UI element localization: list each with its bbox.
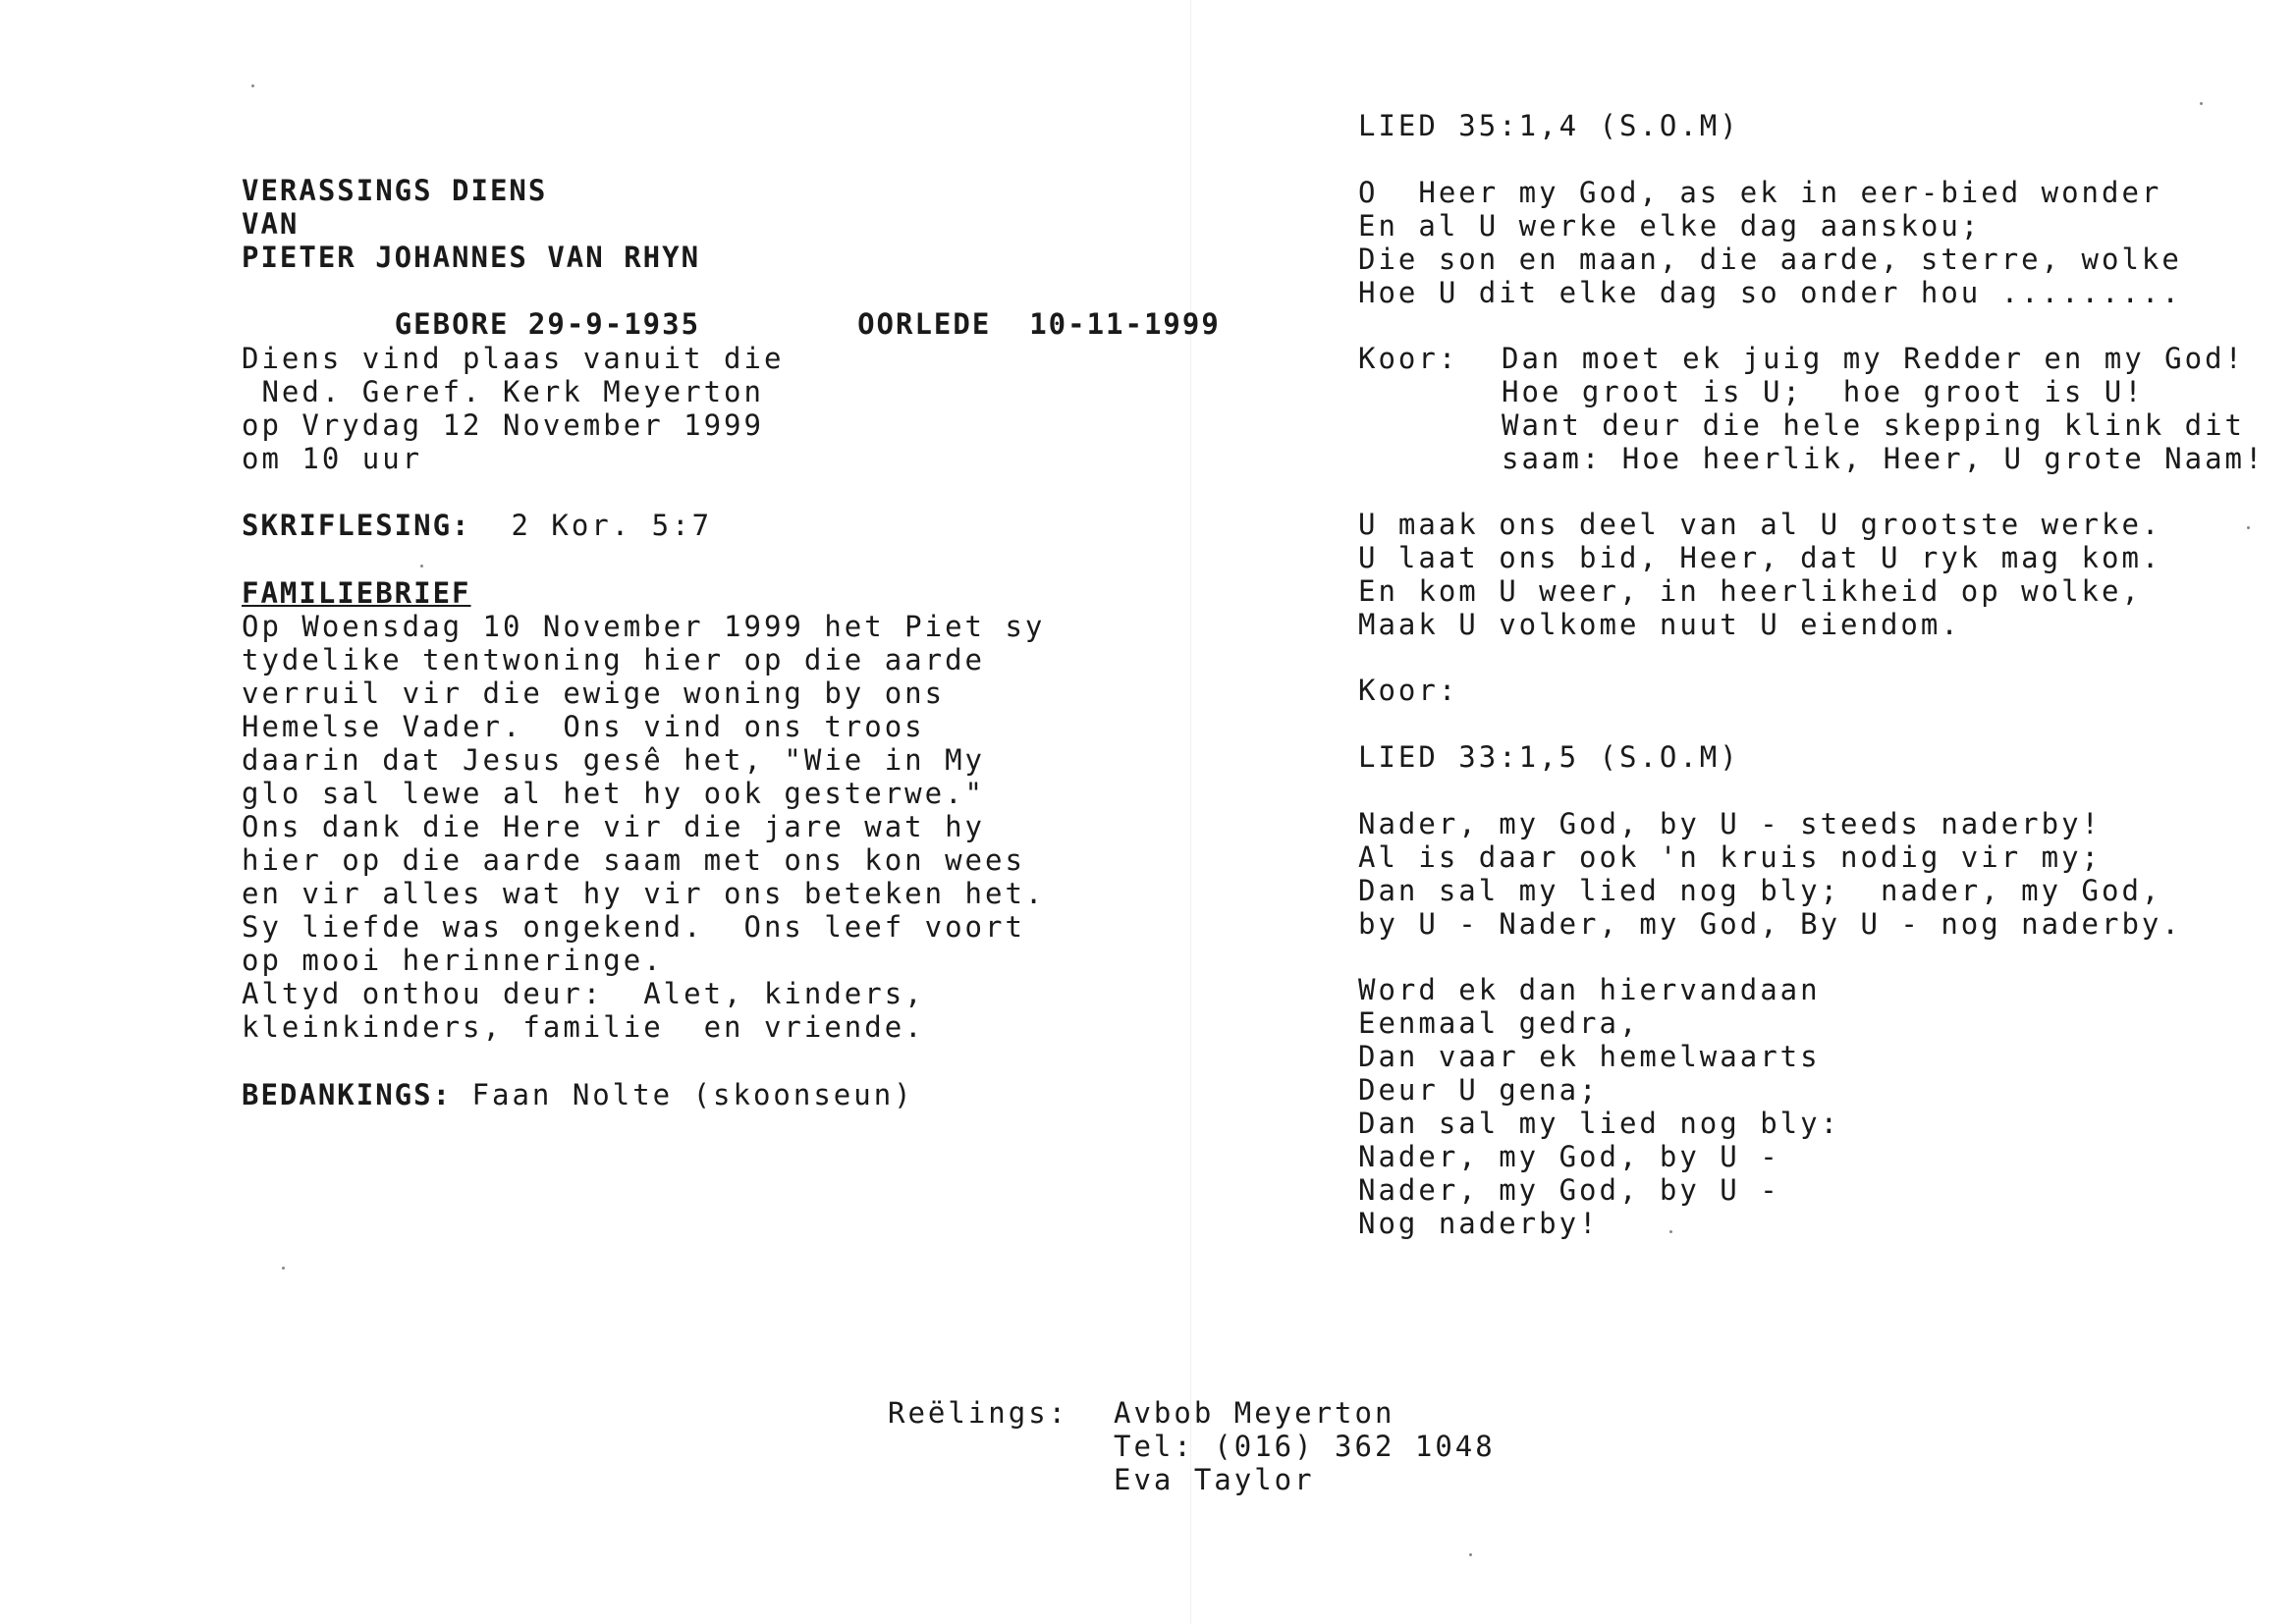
hymn-line: Maak U volkome nuut U eiendom. (1358, 608, 1961, 641)
service-line: om 10 uur (242, 442, 423, 475)
thanks-label: BEDANKINGS: (242, 1078, 453, 1111)
born-label: GEBORE (394, 307, 510, 341)
koor-line: Want deur die hele skepping klink dit (1502, 408, 2246, 442)
scan-speck (420, 565, 423, 568)
koor-line: Hoe groot is U; hoe groot is U! (1502, 375, 2145, 408)
family-letter (242, 576, 1045, 1044)
hymn-line: Nader, my God, by U - (1358, 1140, 1780, 1173)
letter-line: en vir alles wat hy vir ons beteken het. (242, 877, 1046, 910)
letter-line: hier op die aarde saam met ons kon wees (242, 843, 1025, 877)
thanks-row (242, 1078, 914, 1111)
hymn-line: Nader, my God, by U - steeds naderby! (1358, 807, 2103, 840)
letter-line: Hemelse Vader. Ons vind ons troos (242, 710, 925, 743)
died-date: 10-11-1999 (1029, 307, 1221, 341)
letter-line: kleinkinders, familie en vriende. (242, 1010, 925, 1044)
hymn-line: En al U werke elke dag aanskou; (1358, 209, 1982, 243)
letter-line: Altyd onthou deur: Alet, kinders, (242, 977, 925, 1010)
arrangements-line: Tel: (016) 362 1048 (1114, 1430, 1496, 1463)
letter-line: Op Woensdag 10 November 1999 het Piet sy (242, 610, 1046, 643)
reading-value: 2 Kor. 5:7 (511, 509, 713, 542)
hymn-line: En kom U weer, in heerlikheid op wolke, (1358, 574, 2142, 608)
family-letter-heading: FAMILIEBRIEF (242, 576, 471, 610)
service-line: Ned. Geref. Kerk Meyerton (242, 375, 764, 408)
hymn1-koor-repeat (1358, 674, 1458, 707)
van-label: VAN (242, 207, 300, 241)
hymn-line: Dan sal my lied nog bly; nader, my God, (1358, 874, 2162, 907)
arrangements-label: Reëlings: (888, 1396, 1069, 1430)
hymn-line: Nog naderby! (1358, 1207, 1600, 1240)
scan-speck (1669, 1230, 1672, 1233)
hymn1-title-block (1358, 109, 1740, 142)
born-date: 29-9-1935 (527, 307, 701, 341)
reading-label: SKRIFLESING: (242, 509, 471, 542)
hymn-line: Word ek dan hiervandaan (1358, 973, 1821, 1006)
service-line: Diens vind plaas vanuit die (242, 342, 785, 375)
letter-line: tydelike tentwoning hier op die aarde (242, 643, 986, 677)
dates-row (242, 274, 1221, 341)
koor-line: saam: Hoe heerlik, Heer, U grote Naam! (1502, 442, 2266, 475)
hymn1-verse2 (1358, 508, 2161, 641)
hymn-line: O Heer my God, as ek in eer-bied wonder (1358, 176, 2162, 209)
arrangements-line: Eva Taylor (1114, 1463, 1315, 1496)
hymn-line: Hoe U dit elke dag so onder hou ......... (1358, 276, 2182, 309)
hymn2-verse2 (1358, 973, 1840, 1240)
scan-speck (2200, 102, 2203, 105)
hymn2-title-block (1358, 740, 1740, 774)
scan-speck (1469, 1553, 1472, 1556)
hymn-line: Deur U gena; (1358, 1073, 1600, 1107)
scan-speck (282, 1267, 285, 1270)
arrangements-block (888, 1396, 1496, 1496)
deceased-name: PIETER JOHANNES VAN RHYN (242, 241, 701, 274)
hymn-line: Dan sal my lied nog bly: (1358, 1107, 1841, 1140)
hymn-line: Eenmaal gedra, (1358, 1006, 1640, 1040)
service-details (242, 342, 784, 475)
letter-line: Ons dank die Here vir die jare wat hy (242, 810, 986, 843)
reading-row (242, 509, 712, 542)
thanks-value: Faan Nolte (skoonseun) (471, 1078, 914, 1111)
letter-line: Sy liefde was ongekend. Ons leef voort (242, 910, 1025, 944)
header-block (242, 174, 1221, 341)
hymn-line: Al is daar ook 'n kruis nodig vir my; (1358, 840, 2103, 874)
hymn1-title: LIED 35:1,4 (S.O.M) (1358, 109, 1740, 142)
hymn2-verse1 (1358, 807, 2182, 941)
service-line: op Vrydag 12 November 1999 (242, 408, 764, 442)
hymn-line: Dan vaar ek hemelwaarts (1358, 1040, 1821, 1073)
service-title: VERASSINGS DIENS (242, 174, 548, 207)
scan-speck (2247, 526, 2250, 529)
letter-line: verruil vir die ewige woning by ons (242, 677, 946, 710)
koor-line: Dan moet ek juig my Redder en my God! (1502, 342, 2246, 375)
koor-repeat-label: Koor: (1358, 674, 1459, 707)
hymn-line: U laat ons bid, Heer, dat U ryk mag kom. (1358, 541, 2162, 574)
koor-label: Koor: (1358, 342, 1459, 375)
hymn-line: Nader, my God, by U - (1358, 1173, 1780, 1207)
died-label: OORLEDE (857, 307, 992, 341)
hymn1-verse1 (1358, 176, 2182, 309)
letter-line: daarin dat Jesus gesê het, "Wie in My (242, 743, 986, 777)
hymn1-koor (1358, 342, 2265, 475)
letter-line: glo sal lewe al het hy ook gesterwe." (242, 777, 986, 810)
letter-line: op mooi herinneringe. (242, 944, 664, 977)
scan-speck (251, 84, 254, 87)
arrangements-line: Avbob Meyerton (1114, 1396, 1395, 1430)
hymn-line: Die son en maan, die aarde, sterre, wolke (1358, 243, 2182, 276)
hymn-line: by U - Nader, my God, By U - nog naderby. (1358, 907, 2182, 941)
hymn2-title: LIED 33:1,5 (S.O.M) (1358, 740, 1740, 774)
hymn-line: U maak ons deel van al U grootste werke. (1358, 508, 2162, 541)
